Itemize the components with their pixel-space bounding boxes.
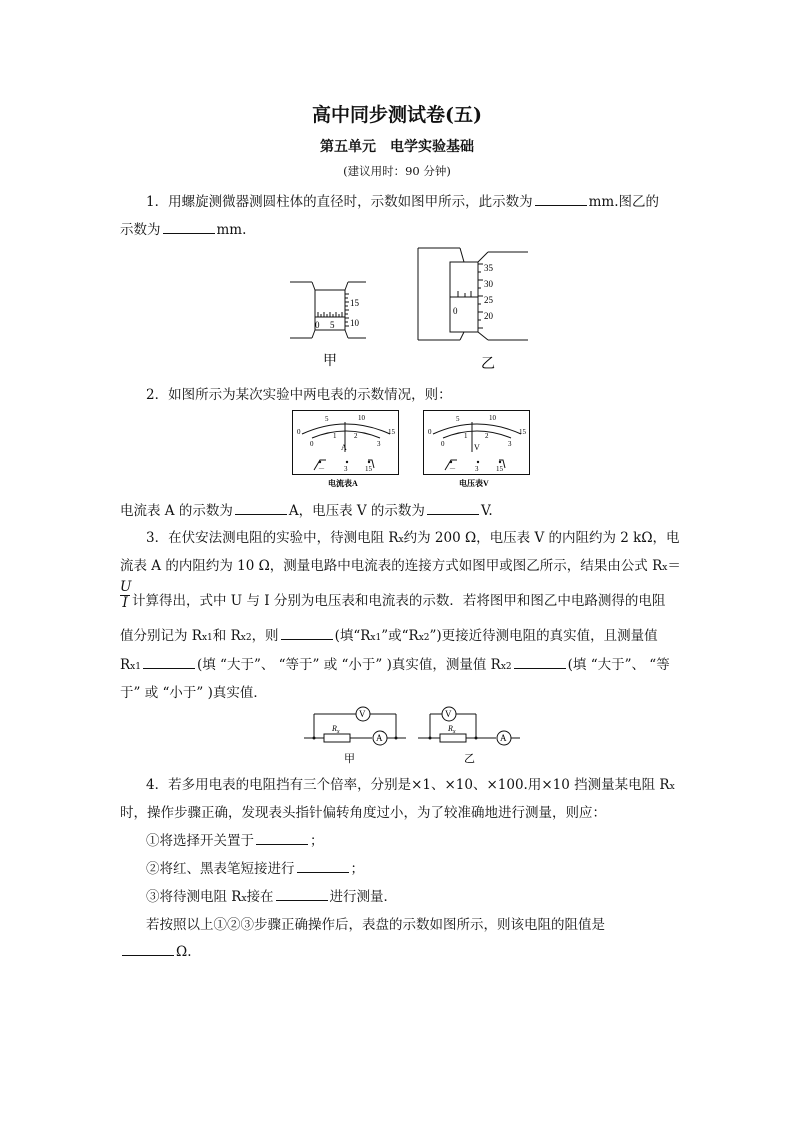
q4-step1: ①将选择开关置于 ；	[146, 829, 324, 849]
answer-blank	[535, 191, 587, 206]
scale-label: 5	[325, 415, 329, 423]
answer-blank	[163, 219, 215, 234]
meter-caption: 电压表V	[459, 479, 489, 488]
answer-blank	[281, 625, 333, 640]
q4-line1: 4．若多用电表的电阻挡有三个倍率，分别是×1、×10、×100.用×10 挡测量某电阻 Rx	[146, 777, 675, 793]
answer-blank	[143, 654, 195, 669]
q2-answer-line: 电流表 A 的示数为 A，电压表 V 的示数为 V.	[120, 499, 493, 519]
tick-label: 30	[484, 279, 493, 289]
voltmeter-figure	[423, 410, 531, 490]
answer-blank	[297, 858, 349, 873]
micrometer-figure-jia	[288, 270, 368, 368]
scale-label: 2	[485, 432, 489, 440]
scale-label: 3	[377, 440, 381, 448]
answer-blank	[256, 830, 308, 845]
scale-label: 3	[508, 440, 512, 448]
answer-blank	[514, 654, 566, 669]
tick-label: 10	[350, 318, 359, 328]
q1-line1: 1．用螺旋测微器测圆柱体的直径时，示数如图甲所示，此示数为 mm.图乙的	[146, 190, 659, 210]
scale-label: 0	[310, 440, 314, 448]
q3-line6: 于” 或 “小于” )真实值．	[120, 685, 267, 701]
ammeter-figure	[292, 410, 400, 490]
scale-label: 5	[456, 415, 460, 423]
terminal-label: －	[449, 465, 456, 473]
circuit-figure-yi	[414, 704, 522, 766]
q4-line7: Ω.	[120, 941, 191, 960]
tick-label: 25	[484, 295, 493, 305]
q4-step3: ③将待测电阻 Rx接在 进行测量．	[146, 885, 397, 905]
q3-line2: 流表 A 的内阻约为 10 Ω，测量电路中电流表的连接方式如图甲或图乙所示，结果由公式 Rx＝	[120, 558, 681, 574]
voltmeter-symbol: V	[445, 709, 452, 719]
scale-label: 1	[464, 432, 468, 440]
tick-label: 15	[350, 298, 359, 308]
answer-blank	[122, 941, 174, 956]
terminal-label: 3	[475, 465, 479, 473]
q4-line6: 若按照以上①②③步骤正确操作后，表盘的示数如图所示，则该电阻的阻值是	[146, 917, 605, 933]
scale-label: 0	[297, 428, 301, 436]
scale-label: 15	[519, 428, 526, 436]
resistor-label: $R_x$	[448, 724, 456, 735]
tick-label: 0	[315, 320, 320, 330]
ammeter-symbol: A	[376, 733, 383, 743]
page-title: 高中同步测试卷(五)	[312, 104, 482, 126]
q4-step2: ②将红、黑表笔短接进行 ；	[146, 857, 364, 877]
q1-line2: 示数为 mm.	[120, 218, 246, 238]
tick-label: 20	[484, 311, 493, 321]
tick-label: 0	[453, 306, 458, 316]
time-note: (建议用时：90 分钟)	[343, 164, 451, 178]
voltmeter-symbol: V	[359, 709, 366, 719]
meter-unit: A	[341, 443, 347, 452]
terminal-label: 3	[344, 465, 348, 473]
scale-label: 1	[333, 432, 337, 440]
meter-caption: 电流表A	[328, 479, 358, 488]
q3-line3: 计算得出，式中 U 与 I 分别为电压表和电流表的示数．若将图甲和图乙中电路测得的电阻	[132, 593, 666, 609]
q3-line5: Rx1 (填 “大于”、 “等于” 或 “小于” )真实值，测量值 Rx2 (填 “大于”、 “等	[120, 653, 670, 673]
fraction-u-over-i: $\frac{U}{I}$	[120, 579, 132, 611]
answer-blank	[427, 500, 479, 515]
scale-label: 0	[428, 428, 432, 436]
figure-caption: 甲	[344, 753, 355, 765]
scale-label: 10	[489, 414, 496, 422]
figure-caption: 乙	[464, 753, 475, 765]
terminal-label: 15	[496, 465, 503, 473]
tick-label: 35	[484, 263, 493, 273]
answer-blank	[235, 500, 287, 515]
figure-caption: 乙	[481, 357, 495, 372]
q2-line1: 2．如图所示为某次实验中两电表的示数情况，则：	[146, 387, 452, 403]
ammeter-symbol: A	[500, 733, 507, 743]
micrometer-figure-yi	[410, 244, 530, 372]
scale-label: 15	[388, 428, 395, 436]
answer-blank	[276, 886, 328, 901]
scale-label: 10	[358, 414, 365, 422]
q4-line2: 时，操作步骤正确，发现表头指针偏转角度过小，为了较准确地进行测量，则应：	[120, 805, 606, 821]
resistor-label: $R_x$	[332, 724, 340, 735]
unit-subtitle: 第五单元 电学实验基础	[320, 139, 474, 155]
q3-line4: 值分别记为 Rx1和 Rx2，则 (填“Rx1”或“Rx2”)更接近待测电阻的真实值，且测量值	[120, 624, 658, 644]
terminal-label: 15	[365, 465, 372, 473]
scale-label: 2	[354, 432, 358, 440]
scale-label: 0	[441, 440, 445, 448]
meter-unit: V	[474, 443, 480, 452]
terminal-label: －	[318, 465, 325, 473]
tick-label: 5	[330, 320, 335, 330]
q3-line1: 3．在伏安法测电阻的实验中，待测电阻 Rx约为 200 Ω，电压表 V 的内阻约为 2 kΩ，电	[146, 530, 680, 546]
circuit-figure-jia	[300, 704, 410, 766]
figure-caption: 甲	[323, 354, 337, 368]
